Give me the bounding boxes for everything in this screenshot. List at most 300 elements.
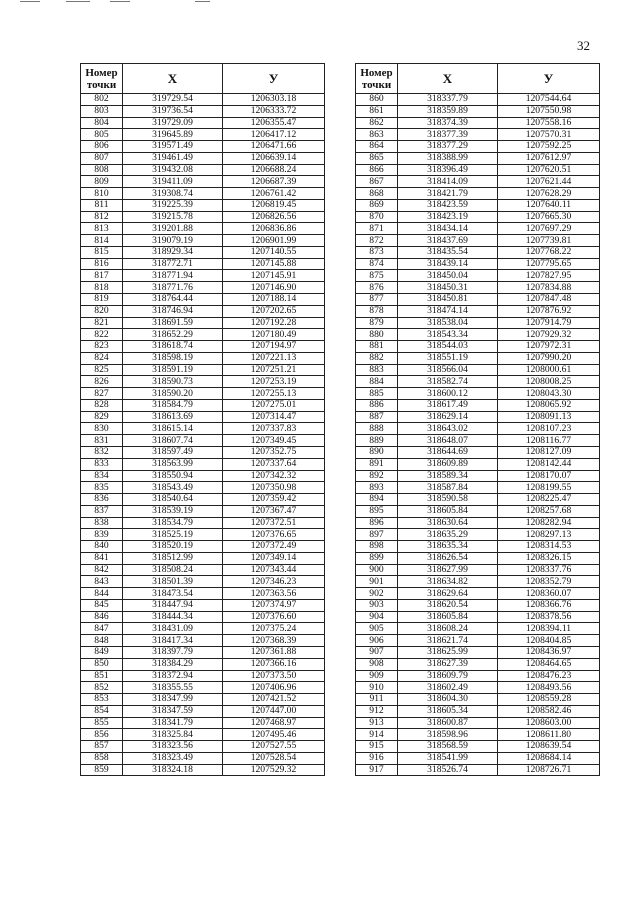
y-coordinate-cell: 1207914.79: [498, 317, 600, 329]
table-row: [81, 341, 325, 353]
y-coordinate-cell: 1207366.16: [223, 658, 325, 670]
point-number-cell: 873: [356, 246, 398, 258]
x-coordinate-cell: 318539.19: [123, 505, 223, 517]
point-number-cell: 802: [81, 94, 123, 106]
x-coordinate-cell: 319079.19: [123, 235, 223, 247]
x-coordinate-cell: 318648.07: [398, 435, 498, 447]
y-coordinate-cell: 1208008.25: [498, 376, 600, 388]
table-row: [81, 694, 325, 706]
table-row: [81, 446, 325, 458]
table-row: [356, 458, 600, 470]
x-coordinate-cell: 318525.19: [123, 529, 223, 541]
point-number-cell: 895: [356, 505, 398, 517]
point-number-cell: 890: [356, 446, 398, 458]
x-coordinate-cell: 318627.39: [398, 658, 498, 670]
table-row: [356, 117, 600, 129]
x-coordinate-header: X: [398, 64, 498, 94]
table-row: [81, 658, 325, 670]
x-coordinate-cell: 318444.34: [123, 611, 223, 623]
table-header-row: [356, 64, 600, 94]
table-row: [81, 458, 325, 470]
table-row: [81, 741, 325, 753]
table-row: [81, 635, 325, 647]
point-number-cell: 853: [81, 694, 123, 706]
x-coordinate-cell: 318414.09: [398, 176, 498, 188]
x-coordinate-cell: 318563.99: [123, 458, 223, 470]
table-row: [356, 635, 600, 647]
table-row: [356, 235, 600, 247]
table-row: [81, 517, 325, 529]
y-coordinate-cell: 1208116.77: [498, 435, 600, 447]
y-coordinate-cell: 1208366.76: [498, 599, 600, 611]
table-row: [81, 752, 325, 764]
table-row: [356, 352, 600, 364]
table-row: [356, 246, 600, 258]
x-coordinate-cell: 318447.94: [123, 599, 223, 611]
table-row: [356, 152, 600, 164]
table-row: [356, 282, 600, 294]
x-coordinate-cell: 318620.54: [398, 599, 498, 611]
y-coordinate-cell: 1207359.42: [223, 494, 325, 506]
table-row: [356, 388, 600, 400]
table-row: [356, 482, 600, 494]
y-coordinate-cell: 1208394.11: [498, 623, 600, 635]
y-coordinate-cell: 1208065.92: [498, 399, 600, 411]
table-row: [81, 388, 325, 400]
y-coordinate-cell: 1206901.99: [223, 235, 325, 247]
y-coordinate-cell: 1207739.81: [498, 235, 600, 247]
x-coordinate-cell: 318512.99: [123, 552, 223, 564]
x-coordinate-cell: 318337.79: [398, 94, 498, 106]
coordinates-table-right: [355, 63, 600, 776]
table-row: [356, 317, 600, 329]
x-coordinate-cell: 318450.31: [398, 282, 498, 294]
point-number-cell: 857: [81, 741, 123, 753]
table-row: [356, 505, 600, 517]
table-row: [356, 105, 600, 117]
point-number-cell: 910: [356, 682, 398, 694]
x-coordinate-cell: 318613.69: [123, 411, 223, 423]
x-coordinate-cell: 318359.89: [398, 105, 498, 117]
point-number-cell: 871: [356, 223, 398, 235]
y-coordinate-cell: 1207337.83: [223, 423, 325, 435]
x-coordinate-cell: 318597.49: [123, 446, 223, 458]
x-coordinate-cell: 318590.58: [398, 494, 498, 506]
x-coordinate-cell: 318635.34: [398, 541, 498, 553]
point-number-cell: 868: [356, 188, 398, 200]
y-coordinate-cell: 1208582.46: [498, 705, 600, 717]
point-number-cell: 861: [356, 105, 398, 117]
x-coordinate-cell: 318397.79: [123, 646, 223, 658]
y-coordinate-cell: 1208603.00: [498, 717, 600, 729]
point-number-cell: 917: [356, 764, 398, 776]
y-coordinate-cell: 1207361.88: [223, 646, 325, 658]
y-coordinate-cell: 1208257.68: [498, 505, 600, 517]
point-number-cell: 900: [356, 564, 398, 576]
table-row: [81, 541, 325, 553]
point-number-cell: 916: [356, 752, 398, 764]
y-coordinate-cell: 1207251.21: [223, 364, 325, 376]
y-coordinate-cell: 1206836.86: [223, 223, 325, 235]
x-coordinate-cell: 318435.54: [398, 246, 498, 258]
point-number-cell: 843: [81, 576, 123, 588]
table-row: [81, 317, 325, 329]
point-number-cell: 840: [81, 541, 123, 553]
x-coordinate-cell: 318600.87: [398, 717, 498, 729]
x-coordinate-cell: 318591.19: [123, 364, 223, 376]
y-coordinate-cell: 1208476.23: [498, 670, 600, 682]
y-coordinate-cell: 1207337.64: [223, 458, 325, 470]
x-coordinate-cell: 318372.94: [123, 670, 223, 682]
point-number-cell: 876: [356, 282, 398, 294]
y-coordinate-cell: 1207768.22: [498, 246, 600, 258]
table-row: [356, 717, 600, 729]
y-coordinate-cell: 1207621.44: [498, 176, 600, 188]
y-coordinate-cell: 1207421.52: [223, 694, 325, 706]
point-number-cell: 850: [81, 658, 123, 670]
y-coordinate-cell: 1207374.97: [223, 599, 325, 611]
x-coordinate-cell: 318635.29: [398, 529, 498, 541]
x-coordinate-cell: 319432.08: [123, 164, 223, 176]
x-coordinate-cell: 318634.82: [398, 576, 498, 588]
point-number-cell: 844: [81, 588, 123, 600]
point-number-cell: 824: [81, 352, 123, 364]
y-coordinate-cell: 1208326.15: [498, 552, 600, 564]
table-row: [356, 611, 600, 623]
y-coordinate-cell: 1207447.00: [223, 705, 325, 717]
point-number-cell: 909: [356, 670, 398, 682]
x-coordinate-cell: 319201.88: [123, 223, 223, 235]
x-coordinate-cell: 318431.09: [123, 623, 223, 635]
point-number-cell: 809: [81, 176, 123, 188]
table-row: [81, 211, 325, 223]
y-coordinate-cell: 1207468.97: [223, 717, 325, 729]
y-coordinate-cell: 1206303.18: [223, 94, 325, 106]
y-coordinate-cell: 1206333.72: [223, 105, 325, 117]
table-row: [356, 176, 600, 188]
table-row: [356, 411, 600, 423]
x-coordinate-cell: 318771.76: [123, 282, 223, 294]
y-coordinate-cell: 1207570.31: [498, 129, 600, 141]
y-coordinate-cell: 1207495.46: [223, 729, 325, 741]
x-coordinate-cell: 318566.04: [398, 364, 498, 376]
table-row: [356, 423, 600, 435]
table-row: [81, 199, 325, 211]
table-row: [356, 258, 600, 270]
table-row: [81, 246, 325, 258]
table-row: [81, 564, 325, 576]
y-coordinate-cell: 1207350.98: [223, 482, 325, 494]
table-row: [81, 611, 325, 623]
x-coordinate-cell: 318450.04: [398, 270, 498, 282]
point-number-cell: 804: [81, 117, 123, 129]
y-coordinate-cell: 1206826.56: [223, 211, 325, 223]
table-row: [81, 682, 325, 694]
y-coordinate-cell: 1207146.90: [223, 282, 325, 294]
y-coordinate-cell: 1207372.49: [223, 541, 325, 553]
table-row: [356, 729, 600, 741]
point-number-cell: 897: [356, 529, 398, 541]
x-coordinate-cell: 318602.49: [398, 682, 498, 694]
table-row: [356, 141, 600, 153]
table-row: [81, 670, 325, 682]
table-row: [356, 741, 600, 753]
y-coordinate-cell: 1208352.79: [498, 576, 600, 588]
point-number-cell: 837: [81, 505, 123, 517]
point-number-cell: 880: [356, 329, 398, 341]
x-coordinate-cell: 318625.99: [398, 646, 498, 658]
point-number-cell: 826: [81, 376, 123, 388]
point-number-cell: 854: [81, 705, 123, 717]
point-number-cell: 834: [81, 470, 123, 482]
table-row: [356, 576, 600, 588]
y-coordinate-cell: 1207847.48: [498, 294, 600, 306]
x-coordinate-cell: 318538.04: [398, 317, 498, 329]
x-coordinate-cell: 318396.49: [398, 164, 498, 176]
y-coordinate-cell: 1208091.13: [498, 411, 600, 423]
x-coordinate-cell: 318388.99: [398, 152, 498, 164]
table-row: [356, 670, 600, 682]
y-coordinate-cell: 1206688.24: [223, 164, 325, 176]
table-row: [356, 164, 600, 176]
y-coordinate-cell: 1207827.95: [498, 270, 600, 282]
table-row: [81, 599, 325, 611]
point-number-cell: 851: [81, 670, 123, 682]
point-number-cell: 847: [81, 623, 123, 635]
x-coordinate-cell: 318604.30: [398, 694, 498, 706]
x-coordinate-cell: 318540.64: [123, 494, 223, 506]
x-coordinate-cell: 318590.73: [123, 376, 223, 388]
table-row: [356, 470, 600, 482]
point-number-cell: 848: [81, 635, 123, 647]
x-coordinate-cell: 318534.79: [123, 517, 223, 529]
x-coordinate-cell: 318582.74: [398, 376, 498, 388]
y-coordinate-cell: 1208225.47: [498, 494, 600, 506]
y-coordinate-cell: 1207876.92: [498, 305, 600, 317]
y-coordinate-cell: 1208142.44: [498, 458, 600, 470]
x-coordinate-cell: 318600.12: [398, 388, 498, 400]
table-row: [81, 141, 325, 153]
point-number-cell: 904: [356, 611, 398, 623]
top-edge-marks: [0, 0, 640, 4]
x-coordinate-cell: 319729.54: [123, 94, 223, 106]
point-number-cell: 838: [81, 517, 123, 529]
y-coordinate-cell: 1207255.13: [223, 388, 325, 400]
y-coordinate-cell: 1207592.25: [498, 141, 600, 153]
table-row: [81, 364, 325, 376]
point-number-cell: 881: [356, 341, 398, 353]
table-row: [356, 376, 600, 388]
table-row: [81, 105, 325, 117]
y-coordinate-cell: 1207375.24: [223, 623, 325, 635]
table-row: [356, 294, 600, 306]
y-coordinate-header: У: [223, 64, 325, 94]
y-coordinate-cell: 1207221.13: [223, 352, 325, 364]
x-coordinate-cell: 318417.34: [123, 635, 223, 647]
table-row: [356, 341, 600, 353]
table-row: [356, 752, 600, 764]
y-coordinate-cell: 1207349.45: [223, 435, 325, 447]
point-number-cell: 827: [81, 388, 123, 400]
x-coordinate-cell: 318584.79: [123, 399, 223, 411]
y-coordinate-cell: 1207349.14: [223, 552, 325, 564]
point-number-cell: 811: [81, 199, 123, 211]
y-coordinate-cell: 1207346.23: [223, 576, 325, 588]
x-coordinate-cell: 318652.29: [123, 329, 223, 341]
x-coordinate-cell: 318541.99: [398, 752, 498, 764]
x-coordinate-cell: 318691.59: [123, 317, 223, 329]
table-row: [81, 623, 325, 635]
y-coordinate-cell: 1207314.47: [223, 411, 325, 423]
point-number-cell: 893: [356, 482, 398, 494]
point-number-cell: 883: [356, 364, 398, 376]
x-coordinate-cell: 319411.09: [123, 176, 223, 188]
point-number-cell: 819: [81, 294, 123, 306]
y-coordinate-cell: 1207192.28: [223, 317, 325, 329]
table-row: [81, 94, 325, 106]
point-number-cell: 817: [81, 270, 123, 282]
y-coordinate-cell: 1207368.39: [223, 635, 325, 647]
y-coordinate-cell: 1208639.54: [498, 741, 600, 753]
x-coordinate-cell: 319571.49: [123, 141, 223, 153]
y-coordinate-cell: 1208436.97: [498, 646, 600, 658]
y-coordinate-cell: 1207628.29: [498, 188, 600, 200]
x-coordinate-cell: 318324.18: [123, 764, 223, 776]
y-coordinate-cell: 1207550.98: [498, 105, 600, 117]
table-row: [81, 705, 325, 717]
table-row: [356, 564, 600, 576]
table-row: [81, 258, 325, 270]
point-number-cell: 831: [81, 435, 123, 447]
point-number-cell: 835: [81, 482, 123, 494]
point-number-cell: 869: [356, 199, 398, 211]
point-number-cell: 887: [356, 411, 398, 423]
table-row: [81, 411, 325, 423]
y-coordinate-cell: 1208297.13: [498, 529, 600, 541]
y-coordinate-header: У: [498, 64, 600, 94]
y-coordinate-cell: 1208404.85: [498, 635, 600, 647]
point-number-cell: 906: [356, 635, 398, 647]
y-coordinate-cell: 1208464.65: [498, 658, 600, 670]
y-coordinate-cell: 1207140.55: [223, 246, 325, 258]
point-number-cell: 914: [356, 729, 398, 741]
point-number-cell: 865: [356, 152, 398, 164]
y-coordinate-cell: 1208107.23: [498, 423, 600, 435]
x-coordinate-cell: 318423.19: [398, 211, 498, 223]
y-coordinate-cell: 1207373.50: [223, 670, 325, 682]
x-coordinate-cell: 318347.99: [123, 694, 223, 706]
x-coordinate-cell: 319461.49: [123, 152, 223, 164]
point-number-cell: 842: [81, 564, 123, 576]
point-number-cell: 845: [81, 599, 123, 611]
x-coordinate-cell: 318627.99: [398, 564, 498, 576]
point-number-header: Номер точки: [356, 64, 398, 94]
y-coordinate-cell: 1207343.44: [223, 564, 325, 576]
x-coordinate-cell: 318643.02: [398, 423, 498, 435]
x-coordinate-cell: 318347.59: [123, 705, 223, 717]
table-row: [81, 717, 325, 729]
point-number-cell: 812: [81, 211, 123, 223]
x-coordinate-cell: 318551.19: [398, 352, 498, 364]
x-coordinate-cell: 318605.34: [398, 705, 498, 717]
point-number-cell: 816: [81, 258, 123, 270]
x-coordinate-cell: 318550.94: [123, 470, 223, 482]
x-coordinate-cell: 318746.94: [123, 305, 223, 317]
table-row: [81, 423, 325, 435]
table-row: [81, 505, 325, 517]
table-row: [356, 129, 600, 141]
table-row: [81, 223, 325, 235]
point-number-cell: 863: [356, 129, 398, 141]
point-number-cell: 907: [356, 646, 398, 658]
table-row: [81, 729, 325, 741]
point-number-cell: 903: [356, 599, 398, 611]
x-coordinate-cell: 318421.79: [398, 188, 498, 200]
y-coordinate-cell: 1207363.56: [223, 588, 325, 600]
y-coordinate-cell: 1207202.65: [223, 305, 325, 317]
point-number-cell: 855: [81, 717, 123, 729]
table-row: [356, 329, 600, 341]
x-coordinate-cell: 318929.34: [123, 246, 223, 258]
table-row: [81, 764, 325, 776]
table-row: [81, 646, 325, 658]
x-coordinate-cell: 318384.29: [123, 658, 223, 670]
point-number-cell: 886: [356, 399, 398, 411]
point-number-cell: 818: [81, 282, 123, 294]
x-coordinate-cell: 318590.20: [123, 388, 223, 400]
x-coordinate-cell: 318615.14: [123, 423, 223, 435]
y-coordinate-cell: 1207929.32: [498, 329, 600, 341]
y-coordinate-cell: 1207376.60: [223, 611, 325, 623]
point-number-cell: 888: [356, 423, 398, 435]
table-row: [81, 376, 325, 388]
point-number-cell: 879: [356, 317, 398, 329]
point-number-cell: 803: [81, 105, 123, 117]
table-row: [81, 399, 325, 411]
point-number-cell: 823: [81, 341, 123, 353]
x-coordinate-cell: 318630.64: [398, 517, 498, 529]
point-number-cell: 872: [356, 235, 398, 247]
table-header-row: [81, 64, 325, 94]
x-coordinate-cell: 319645.89: [123, 129, 223, 141]
x-coordinate-cell: 318605.84: [398, 505, 498, 517]
point-number-cell: 867: [356, 176, 398, 188]
x-coordinate-cell: 318377.39: [398, 129, 498, 141]
point-number-cell: 820: [81, 305, 123, 317]
table-row: [356, 705, 600, 717]
x-coordinate-cell: 318598.96: [398, 729, 498, 741]
coordinates-table-left: [80, 63, 325, 776]
table-row: [81, 188, 325, 200]
table-row: [356, 435, 600, 447]
point-number-cell: 894: [356, 494, 398, 506]
table-row: [81, 305, 325, 317]
point-number-cell: 896: [356, 517, 398, 529]
point-number-cell: 830: [81, 423, 123, 435]
point-number-cell: 839: [81, 529, 123, 541]
x-coordinate-cell: 318626.54: [398, 552, 498, 564]
x-coordinate-cell: 318434.14: [398, 223, 498, 235]
y-coordinate-cell: 1207665.30: [498, 211, 600, 223]
y-coordinate-cell: 1207834.88: [498, 282, 600, 294]
y-coordinate-cell: 1207194.97: [223, 341, 325, 353]
y-coordinate-cell: 1207188.14: [223, 294, 325, 306]
table-row: [356, 599, 600, 611]
point-number-cell: 846: [81, 611, 123, 623]
y-coordinate-cell: 1207367.47: [223, 505, 325, 517]
x-coordinate-cell: 318473.54: [123, 588, 223, 600]
x-coordinate-cell: 318439.14: [398, 258, 498, 270]
